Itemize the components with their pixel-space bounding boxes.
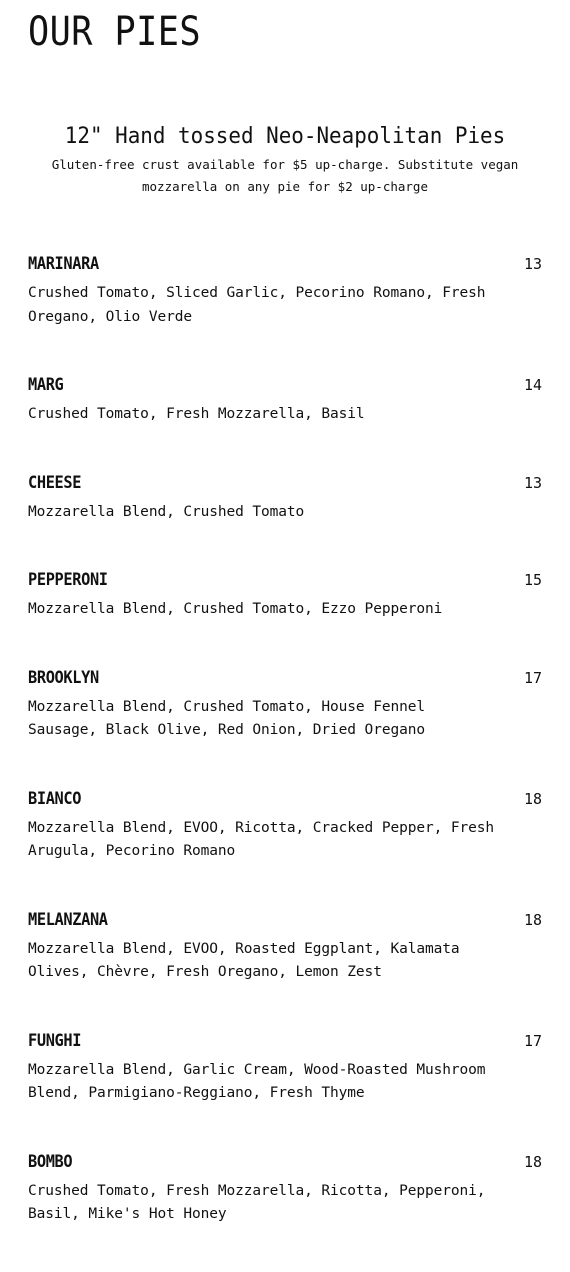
menu-item-description: Mozzarella Blend, Crushed Tomato, Ezzo Pepperoni [28, 601, 443, 617]
menu-item [28, 1151, 542, 1227]
menu-item-header [28, 472, 542, 494]
menu-item-header [28, 1030, 542, 1052]
menu-item-name: MARINARA [28, 254, 99, 274]
menu-item-price: 17 [523, 1031, 542, 1050]
menu-item [28, 667, 542, 743]
crust-note: Gluten-free crust available for $5 up-charge. Substitute vegan mozzarella on any pie for $2 up-charge [51, 157, 519, 194]
section-subtitle: 12" Hand tossed Neo-Neapolitan Pies [64, 124, 506, 149]
menu-item-price: 13 [523, 255, 542, 273]
menu-item-name: BROOKLYN [28, 667, 99, 688]
menu-item-name: MELANZANA [28, 909, 108, 930]
menu-item-description: Mozzarella Blend, Crushed Tomato, House Fennel Sausage, Black Olive, Red Onion, Dried Oregano [28, 698, 425, 738]
menu-item-header [28, 667, 542, 689]
menu-item-name: PEPPERONI [28, 570, 108, 590]
menu-item [28, 909, 542, 985]
menu-item-price: 17 [523, 668, 542, 687]
menu-item-header [28, 1151, 542, 1173]
pie-menu-list [28, 253, 542, 1272]
menu-item-header [28, 788, 542, 810]
menu-item-description: Crushed Tomato, Sliced Garlic, Pecorino Romano, Fresh Oregano, Olio Verde [28, 285, 486, 325]
menu-item-name: FUNGHI [28, 1030, 82, 1051]
menu-item-description: Mozzarella Blend, Crushed Tomato [28, 503, 305, 520]
menu-item [28, 569, 542, 622]
menu-item [28, 1030, 542, 1106]
menu-item-name: CHEESE [28, 472, 82, 493]
menu-item-price: 18 [523, 1152, 542, 1171]
menu-item-price: 18 [523, 789, 542, 808]
menu-item-price: 14 [523, 376, 542, 394]
menu-item-description: Mozzarella Blend, Garlic Cream, Wood-Roasted Mushroom Blend, Parmigiano-Reggiano, Fresh Thyme [28, 1061, 486, 1101]
menu-item-name: BIANCO [28, 788, 82, 809]
menu-item [28, 788, 542, 864]
page-title: OUR PIES [28, 9, 202, 55]
menu-item-header [28, 374, 542, 396]
menu-item-name: MARG [28, 375, 64, 395]
menu-item-header [28, 253, 542, 275]
menu-item-description: Crushed Tomato, Fresh Mozzarella, Ricotta, Pepperoni, Basil, Mike's Hot Honey [28, 1182, 486, 1222]
menu-item [28, 472, 542, 525]
menu-item [28, 374, 542, 427]
menu-item-header [28, 569, 542, 591]
menu-item-price: 18 [523, 910, 542, 929]
menu-item-price: 15 [523, 571, 542, 589]
menu-item-name: BOMBO [28, 1151, 73, 1172]
pies-intro [28, 122, 542, 198]
menu-item-description: Mozzarella Blend, EVOO, Ricotta, Cracked Pepper, Fresh Arugula, Pecorino Romano [28, 819, 495, 859]
menu-item-description: Mozzarella Blend, EVOO, Roasted Eggplant, Kalamata Olives, Chèvre, Fresh Oregano, Lemon Zest [28, 940, 460, 980]
menu-item-description: Crushed Tomato, Fresh Mozzarella, Basil [28, 406, 365, 422]
menu-item [28, 253, 542, 329]
menu-item-price: 13 [523, 473, 542, 492]
menu-item-header [28, 909, 542, 931]
